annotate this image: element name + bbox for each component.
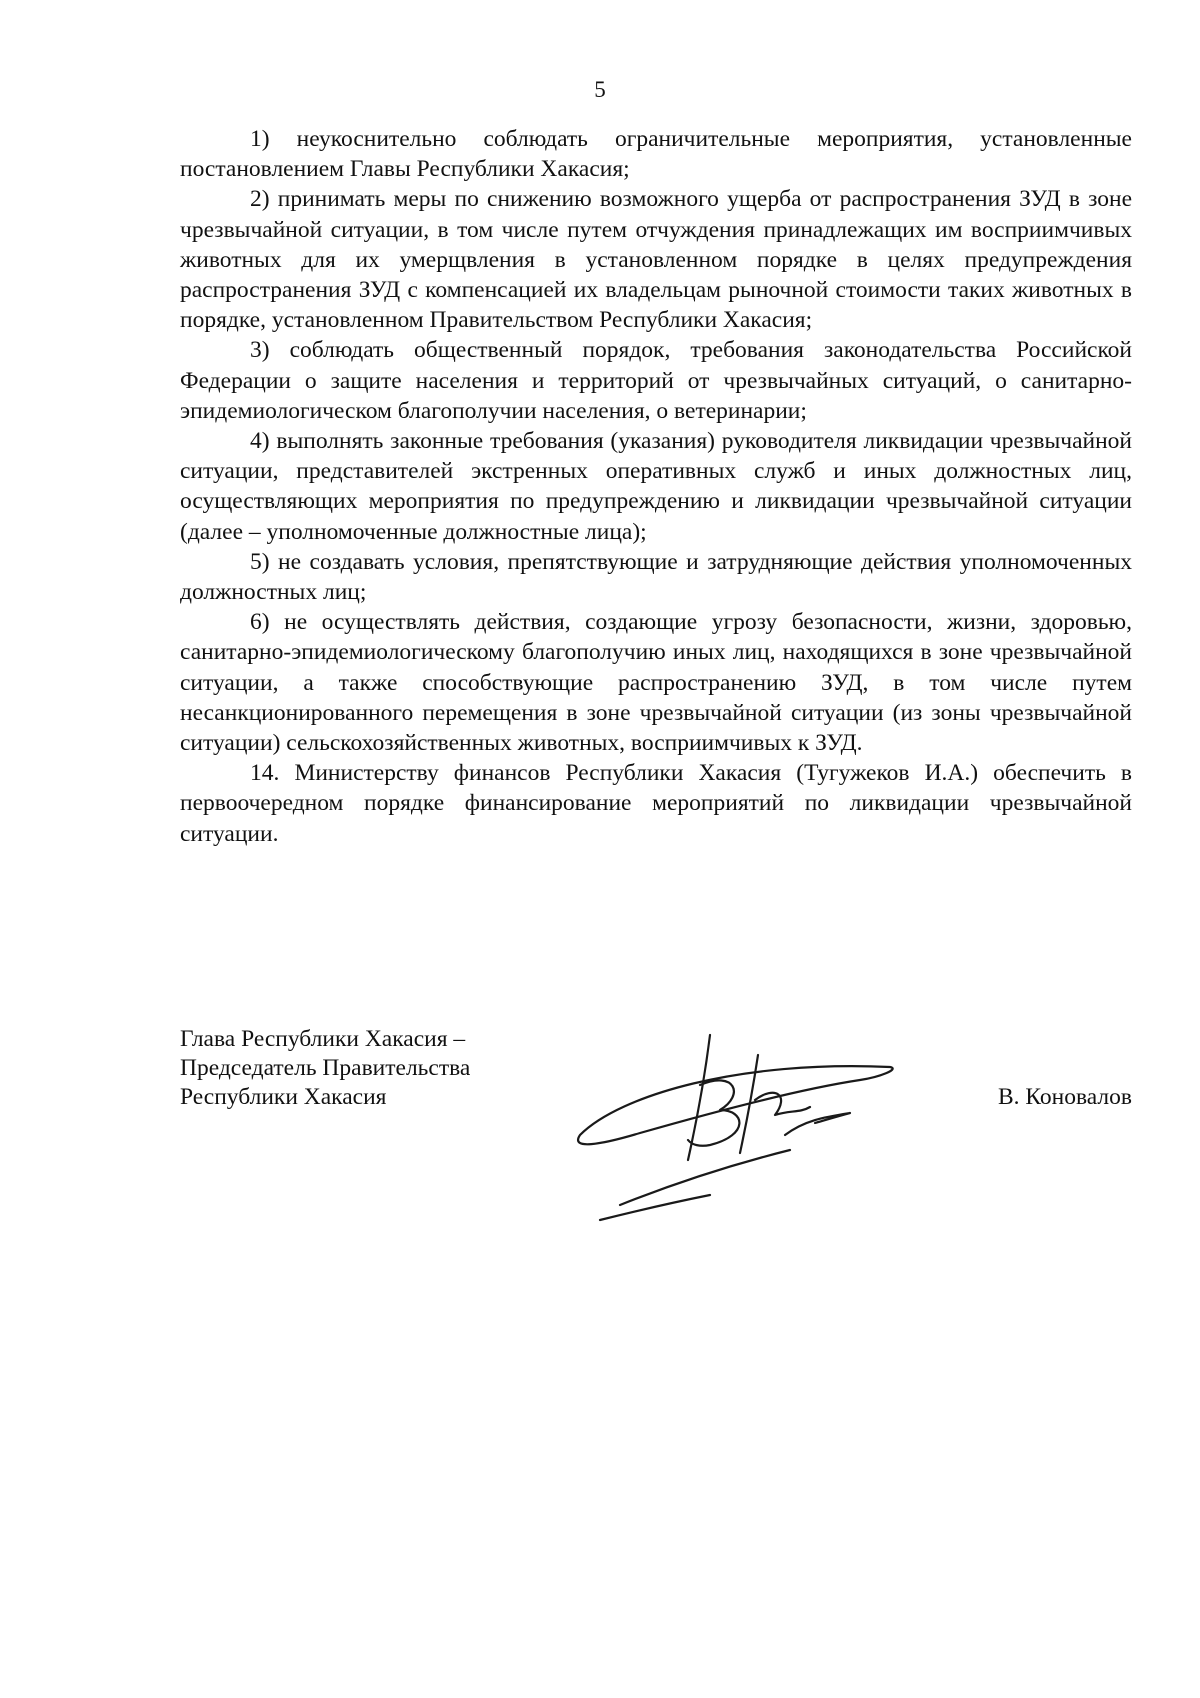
signatory-title-line: Глава Республики Хакасия –: [180, 1026, 466, 1052]
handwritten-signature: [560, 1025, 920, 1225]
signatory-name: В. Коновалов: [997, 1084, 1132, 1110]
signatory-title-line: Республики Хакасия: [180, 1084, 387, 1110]
signature-block: [180, 1025, 1132, 1225]
signatory-title-line: Председатель Правительства: [180, 1055, 471, 1081]
paragraph-item-3: 3) соблюдать общественный порядок, требования законодательства Российской Федерации о защите населения и территорий от чрезвычайных ситуаций, о санитарно-эпидемиологическом благополучии населения, о ветеринарии;: [180, 337, 1132, 424]
paragraph-item-2: 2) принимать меры по снижению возможного ущерба от распространения ЗУД в зоне чрезвычайной ситуации, в том числе путем отчуждения принадлежащих им восприимчивых животных для их умерщвления в установленном порядке в целях предупреждения распространения ЗУД с компенсацией их владельцам рыночной стоимости таких животных в порядке, установленном Правительством Республики Хакасия;: [180, 186, 1132, 334]
paragraph-item-5: 5) не создавать условия, препятствующие и затрудняющие действия уполномоченных должностных лиц;: [180, 548, 1132, 606]
page-number: 5: [594, 77, 606, 102]
paragraph-item-1: 1) неукоснительно соблюдать ограничительные мероприятия, установленные постановлением Главы Республики Хакасия;: [180, 126, 1132, 183]
paragraph-clause-14: 14. Министерству финансов Республики Хакасия (Тугужеков И.А.) обеспечить в первоочередном порядке финансирование мероприятий по ликвидации чрезвычайной ситуации.: [180, 760, 1132, 847]
document-body: [180, 124, 1132, 849]
signatory-title: [180, 1025, 470, 1112]
paragraph-item-6: 6) не осуществлять действия, создающие угрозу безопасности, жизни, здоровью, санитарно-эпидемиологическому благополучию иных лиц, находящихся в зоне чрезвычайной ситуации, а также способствующие распространению ЗУД, в том числе путем несанкционированного перемещения в зоне чрезвычайной ситуации (из зоны чрезвычайной ситуации) сельскохозяйственных животных, восприимчивых к ЗУД.: [180, 609, 1132, 757]
paragraph-item-4: 4) выполнять законные требования (указания) руководителя ликвидации чрезвычайной ситуации, представителей экстренных оперативных служб и иных должностных лиц, осуществляющих мероприятия по предупреждению и ликвидации чрезвычайной ситуации (далее – уполномоченные должностные лица);: [180, 428, 1132, 545]
